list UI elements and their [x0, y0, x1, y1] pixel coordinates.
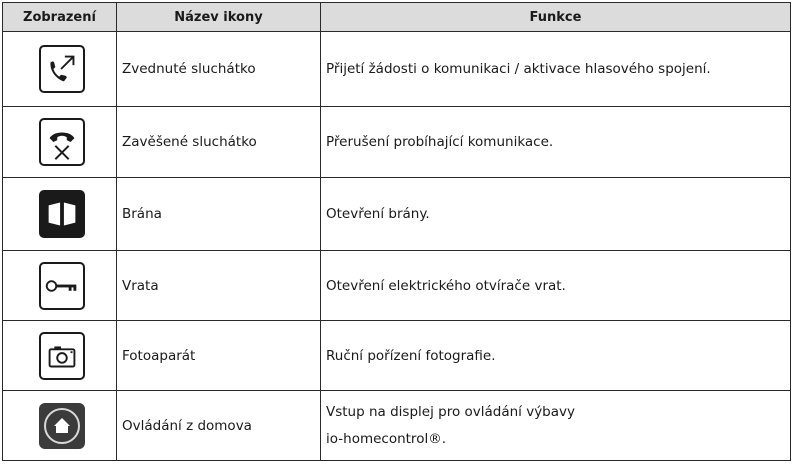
camera-icon	[39, 332, 85, 380]
icon-name: Fotoaparát	[117, 321, 321, 391]
table-row	[3, 32, 791, 107]
key-icon	[39, 262, 85, 310]
gate-icon	[39, 190, 85, 238]
icon-function-line: io-homecontrol®.	[326, 430, 446, 447]
icon-cell	[3, 251, 117, 321]
icon-function: Přerušení probíhající komunikace.	[321, 107, 791, 178]
header-funkce: Funkce	[321, 3, 791, 32]
icon-name: Ovládání z domova	[117, 391, 321, 461]
icon-cell	[3, 178, 117, 251]
icon-function: Ruční pořízení fotografie.	[321, 321, 791, 391]
table-row	[3, 251, 791, 321]
home-control-icon	[39, 403, 85, 449]
table-row	[3, 321, 791, 391]
phone-hangup-icon	[39, 118, 85, 166]
icon-name: Zavěšené sluchátko	[117, 107, 321, 178]
icon-function	[321, 391, 791, 461]
icon-cell	[3, 32, 117, 107]
icon-legend-table	[2, 2, 791, 461]
icon-function: Otevření brány.	[321, 178, 791, 251]
table-row	[3, 178, 791, 251]
header-nazev-ikony: Název ikony	[117, 3, 321, 32]
icon-name: Zvednuté sluchátko	[117, 32, 321, 107]
icon-cell	[3, 107, 117, 178]
icon-function: Přijetí žádosti o komunikaci / aktivace hlasového spojení.	[321, 32, 791, 107]
icon-cell	[3, 321, 117, 391]
table-header-row	[3, 3, 791, 32]
icon-name: Brána	[117, 178, 321, 251]
icon-cell	[3, 391, 117, 461]
table-row	[3, 107, 791, 178]
table-row	[3, 391, 791, 461]
icon-name: Vrata	[117, 251, 321, 321]
header-zobrazeni: Zobrazení	[3, 3, 117, 32]
icon-function-line: Vstup na displej pro ovládání výbavy	[326, 403, 576, 420]
icon-function: Otevření elektrického otvírače vrat.	[321, 251, 791, 321]
phone-pickup-icon	[39, 45, 85, 93]
